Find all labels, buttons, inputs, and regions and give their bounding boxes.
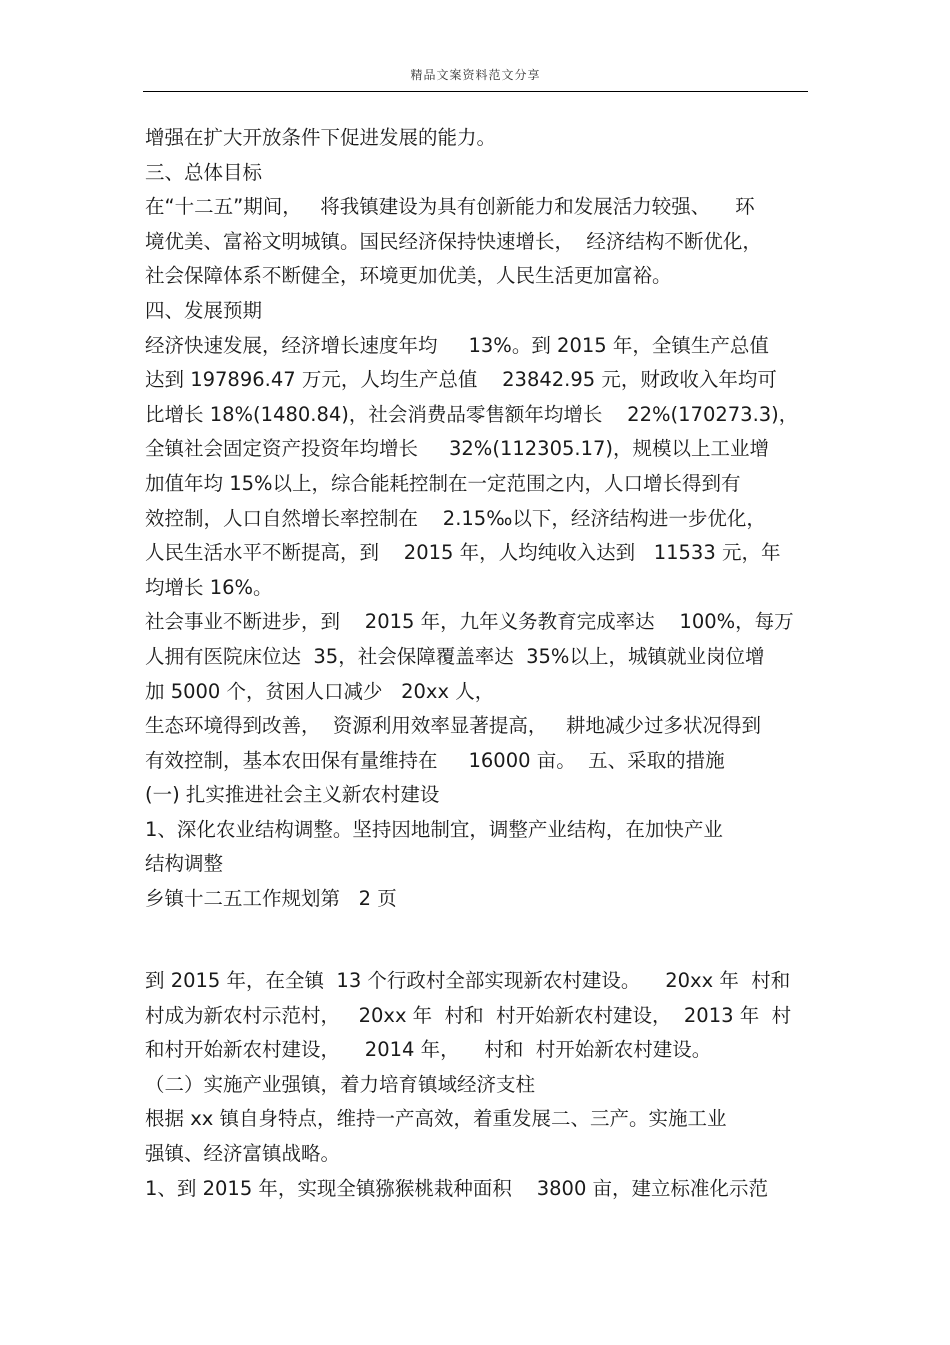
text-line: 四、发展预期 [145, 298, 263, 322]
header-rule [143, 91, 808, 92]
text-line: 经济快速发展，经济增长速度年均 13%。到 2015 年，全镇生产总值 [145, 333, 769, 357]
page-header: 精品文案资料范文分享 [410, 68, 541, 82]
text-line: 境优美、富裕文明城镇。国民经济保持快速增长， 经济结构不断优化， [145, 229, 762, 253]
text-line: 加值年均 15%以上，综合能耗控制在一定范围之内，人口增长得到有 [145, 471, 741, 495]
text-line: 社会保障体系不断健全，环境更加优美，人民生活更加富裕。 [145, 264, 672, 288]
text-block-2 [145, 964, 815, 1206]
text-line: 人民生活水平不断提高，到 2015 年，人均纯收入达到 11533 元，年 [145, 541, 781, 565]
text-line: 1、到 2015 年，实现全镇猕猴桃栽种面积 3800 亩，建立标准化示范 [145, 1176, 769, 1200]
text-line: 1、深化农业结构调整。坚持因地制宜，调整产业结构，在加快产业 [145, 817, 723, 841]
text-line: （二）实施产业强镇，着力培育镇域经济支柱 [145, 1072, 536, 1096]
text-line: 根据 xx 镇自身特点，维持一产高效，着重发展二、三产。实施工业 [145, 1107, 727, 1131]
text-line: 和村开始新农村建设， 2014 年， 村和 村开始新农村建设。 [145, 1038, 712, 1062]
text-line: 乡镇十二五工作规划第 2 页 [145, 887, 397, 911]
text-block-1 [145, 121, 815, 917]
text-line: 三、总体目标 [145, 160, 263, 184]
text-line: 均增长 16%。 [145, 575, 273, 599]
text-line: 有效控制，基本农田保有量维持在 16000 亩。 五、采取的措施 [145, 748, 725, 772]
text-line: 人拥有医院床位达 35，社会保障覆盖率达 35%以上，城镇就业岗位增 [145, 644, 765, 668]
text-line: 村成为新农村示范村， 20xx 年 村和 村开始新农村建设， 2013 年 村 [145, 1003, 792, 1027]
text-line: 效控制，人口自然增长率控制在 2.15‰以下，经济结构进一步优化， [145, 506, 766, 530]
text-line: 社会事业不断进步，到 2015 年，九年义务教育完成率达 100%，每万 [145, 610, 794, 634]
text-line: 强镇、经济富镇战略。 [145, 1141, 341, 1165]
text-line: 结构调整 [145, 852, 224, 876]
text-line: 在“十二五”期间， 将我镇建设为具有创新能力和发展活力较强、 环 [145, 195, 755, 219]
text-line: 加 5000 个，贫困人口减少 20xx 人， [145, 679, 495, 703]
text-line: 比增长 18%(1480.84)，社会消费品零售额年均增长 22%(170273.3)， [145, 402, 799, 426]
text-line: 达到 197896.47 万元，人均生产总值 23842.95 元，财政收入年均可 [145, 368, 777, 392]
text-line: 生态环境得到改善， 资源利用效率显著提高， 耕地减少过多状况得到 [145, 714, 761, 738]
text-line: 全镇社会固定资产投资年均增长 32%(112305.17)，规模以上工业增 [145, 437, 770, 461]
text-line: (一) 扎实推进社会主义新农村建设 [145, 783, 440, 807]
text-line: 增强在扩大开放条件下促进发展的能力。 [145, 126, 497, 149]
text-line: 到 2015 年，在全镇 13 个行政村全部实现新农村建设。 20xx 年 村和 [145, 969, 791, 992]
